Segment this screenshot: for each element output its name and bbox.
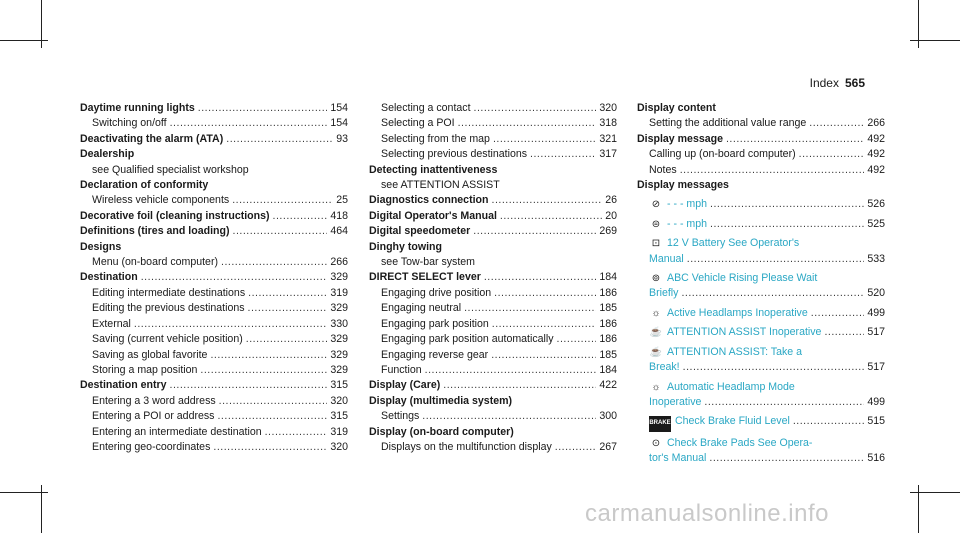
entry-text: Destination	[80, 271, 138, 284]
leader-dots	[500, 209, 602, 224]
message-line	[649, 436, 885, 451]
entry-page: 517	[867, 326, 885, 339]
leader-dots	[824, 325, 864, 340]
leader-dots	[799, 147, 865, 162]
leader-dots	[710, 217, 864, 232]
index-entry[interactable]	[80, 348, 348, 363]
entry-page: 184	[599, 271, 617, 284]
index-entry[interactable]	[369, 409, 617, 424]
leader-dots	[494, 286, 596, 301]
entry-text: Entering an intermediate destination	[92, 425, 262, 438]
leader-dots	[221, 255, 327, 270]
leader-dots	[809, 116, 864, 131]
entry-page: 515	[867, 415, 885, 428]
index-entry[interactable]	[369, 224, 617, 239]
index-heading: Dinghy towing	[369, 240, 442, 253]
message-text: ☕ ATTENTION ASSIST Inoperative	[649, 325, 821, 340]
header-label: Index	[809, 76, 839, 90]
index-entry[interactable]	[80, 193, 348, 208]
entry-text: Engaging park position	[381, 317, 489, 330]
index-entry[interactable]	[369, 116, 617, 131]
entry-text: Selecting previous destinations	[381, 148, 528, 161]
entry-page: 520	[867, 287, 885, 300]
entry-page: 320	[330, 440, 348, 453]
leader-dots	[217, 409, 327, 424]
entry-text: Displays on the multifunction display	[381, 440, 552, 453]
index-see-entry: see ATTENTION ASSIST	[381, 179, 500, 192]
message-line	[649, 236, 885, 251]
page-number: 565	[844, 76, 865, 90]
entry-page: 269	[599, 225, 617, 238]
index-entry[interactable]	[369, 301, 617, 316]
leader-dots	[710, 197, 864, 212]
index-entry[interactable]	[369, 101, 617, 116]
entry-page: 329	[330, 363, 348, 376]
leader-dots	[680, 163, 865, 178]
index-entry[interactable]	[369, 209, 617, 224]
entry-page: 422	[599, 379, 617, 392]
entry-page: 526	[867, 198, 885, 211]
entry-text: Settings	[381, 410, 420, 423]
entry-page: 315	[330, 410, 348, 423]
message-text: ⊚ ABC Vehicle Rising Please Wait	[649, 272, 817, 284]
leader-dots	[170, 116, 328, 131]
index-heading: Designs	[80, 240, 122, 253]
leader-dots	[493, 132, 596, 147]
leader-dots	[232, 193, 333, 208]
message-line	[649, 271, 885, 286]
message-line	[649, 395, 885, 410]
leader-dots	[491, 348, 596, 363]
message-text: Briefly	[649, 287, 679, 300]
index-entry[interactable]	[637, 163, 885, 178]
entry-page: 186	[599, 317, 617, 330]
entry-page: 267	[599, 440, 617, 453]
entry-text: Entering a POI or address	[92, 410, 215, 423]
entry-page: 300	[599, 410, 617, 423]
display-message-entry[interactable]	[637, 271, 885, 302]
index-entry[interactable]	[369, 332, 617, 347]
leader-dots	[704, 395, 864, 410]
entry-text: Setting the additional value range	[649, 117, 807, 130]
index-entry[interactable]	[80, 440, 348, 455]
message-line	[649, 286, 885, 301]
leader-dots	[226, 132, 333, 147]
attention-assist-icon: ☕	[649, 327, 663, 339]
message-line	[649, 252, 885, 267]
leader-dots	[210, 348, 327, 363]
leader-dots	[200, 363, 327, 378]
crop-mark	[910, 492, 960, 493]
index-column-3	[637, 101, 885, 467]
entry-page: 20	[605, 209, 617, 222]
leader-dots	[246, 332, 328, 347]
entry-text: Destination entry	[80, 379, 167, 392]
brake-icon: BRAKE	[649, 416, 671, 431]
entry-page: 492	[867, 148, 885, 161]
leader-dots	[474, 101, 597, 116]
index-entry[interactable]	[80, 101, 348, 116]
message-text: ☼ Active Headlamps Inoperative	[649, 306, 808, 321]
index-entry[interactable]	[637, 147, 885, 162]
leader-dots	[233, 224, 328, 239]
entry-page: 266	[330, 256, 348, 269]
leader-dots	[484, 270, 596, 285]
entry-page: 499	[867, 395, 885, 408]
index-entry[interactable]	[369, 286, 617, 301]
entry-text: Entering a 3 word address	[92, 394, 216, 407]
leader-dots	[709, 451, 864, 466]
index-entry[interactable]	[369, 193, 617, 208]
index-entry[interactable]	[80, 286, 348, 301]
index-heading: Display content	[637, 102, 716, 114]
entry-text: Selecting a POI	[381, 117, 455, 130]
index-see-entry: see Qualified specialist workshop	[92, 163, 249, 176]
leader-dots	[530, 147, 596, 162]
message-line	[649, 197, 885, 212]
index-heading: Display messages	[637, 179, 729, 192]
watermark: carmanualsonline.info	[585, 500, 829, 527]
entry-page: 499	[867, 306, 885, 319]
entry-text: Display (Care)	[369, 379, 441, 392]
entry-page: 319	[330, 286, 348, 299]
entry-text: Engaging drive position	[381, 286, 492, 299]
index-entry[interactable]	[80, 425, 348, 440]
message-text: Break!	[649, 361, 680, 374]
entry-page: 329	[330, 333, 348, 346]
message-line	[649, 217, 885, 232]
index-heading: Display (on-board computer)	[369, 425, 514, 438]
entry-page: 185	[599, 348, 617, 361]
message-text: ☼ Automatic Headlamp Mode	[649, 381, 795, 393]
entry-text: Display message	[637, 132, 723, 145]
entry-page: 320	[599, 102, 617, 114]
entry-text: Switching on/off	[92, 117, 167, 130]
index-entry[interactable]	[369, 132, 617, 147]
entry-page: 516	[867, 452, 885, 465]
entry-page: 318	[599, 117, 617, 130]
entry-text: Wireless vehicle components	[92, 194, 230, 207]
entry-text: Definitions (tires and loading)	[80, 225, 230, 238]
leader-dots	[458, 116, 597, 131]
entry-page: 266	[867, 117, 885, 130]
message-text: Manual	[649, 252, 684, 265]
index-heading: Dealership	[80, 148, 135, 161]
entry-page: 186	[599, 333, 617, 346]
index-column-1	[80, 101, 348, 455]
entry-text: Function	[381, 363, 422, 376]
entry-page: 492	[867, 163, 885, 176]
entry-page: 154	[330, 117, 348, 130]
entry-text: Menu (on-board computer)	[92, 256, 219, 269]
display-message-entry[interactable]	[637, 197, 885, 212]
index-heading: Display (multimedia system)	[369, 394, 513, 407]
entry-page: 26	[605, 194, 617, 207]
speed-limiter-icon: ⊘	[651, 199, 661, 211]
entry-text: Saving as global favorite	[92, 348, 208, 361]
display-messages-list	[637, 197, 885, 466]
attention-assist-icon: ☕	[649, 346, 663, 358]
entry-page: 525	[867, 217, 885, 230]
leader-dots	[492, 317, 597, 332]
index-entry[interactable]	[80, 301, 348, 316]
leader-dots	[683, 360, 865, 375]
index-entry[interactable]	[369, 147, 617, 162]
index-entry[interactable]	[80, 255, 348, 270]
index-entry[interactable]	[80, 378, 348, 393]
leader-dots	[134, 317, 327, 332]
leader-dots	[425, 363, 597, 378]
message-text: Inoperative	[649, 395, 702, 408]
leader-dots	[265, 425, 328, 440]
headlamp-icon: ☼	[651, 381, 661, 393]
entry-text: Digital speedometer	[369, 225, 471, 238]
entry-text: Entering geo-coordinates	[92, 440, 211, 453]
display-message-entry[interactable]	[637, 306, 885, 321]
index-entry[interactable]	[637, 132, 885, 147]
index-entry[interactable]	[369, 378, 617, 393]
entry-text: Engaging reverse gear	[381, 348, 489, 361]
entry-page: 464	[330, 225, 348, 238]
crop-mark	[0, 492, 48, 493]
entry-page: 321	[599, 132, 617, 145]
index-entry[interactable]	[369, 440, 617, 455]
entry-page: 93	[336, 132, 348, 145]
leader-dots	[687, 252, 865, 267]
message-line	[649, 345, 885, 360]
index-entry[interactable]	[80, 270, 348, 285]
entry-text: Calling up (on-board computer)	[649, 148, 796, 161]
display-message-entry[interactable]	[637, 345, 885, 376]
leader-dots	[198, 101, 328, 116]
display-message-entry[interactable]	[637, 325, 885, 340]
index-entry[interactable]	[80, 363, 348, 378]
display-message-entry[interactable]	[637, 236, 885, 267]
message-text: BRAKE Check Brake Fluid Level	[649, 414, 790, 431]
entry-page: 533	[867, 252, 885, 265]
index-entry[interactable]	[80, 394, 348, 409]
entry-page: 186	[599, 286, 617, 299]
distance-pilot-icon: ⊜	[651, 218, 661, 230]
entry-text: Storing a map position	[92, 363, 198, 376]
entry-text: Engaging neutral	[381, 302, 462, 315]
index-heading: Declaration of conformity	[80, 179, 209, 192]
entry-text: Deactivating the alarm (ATA)	[80, 132, 224, 145]
message-line	[649, 306, 885, 321]
index-entry[interactable]	[80, 132, 348, 147]
message-line	[649, 451, 885, 466]
entry-text: Engaging park position automatically	[381, 333, 554, 346]
index-entry[interactable]	[80, 116, 348, 131]
index-heading: Detecting inattentiveness	[369, 163, 498, 176]
message-text: ⊘ - - - mph	[649, 197, 707, 212]
entry-text: Saving (current vehicle position)	[92, 333, 243, 346]
message-line	[649, 380, 885, 395]
index-entry[interactable]	[369, 363, 617, 378]
entry-page: 315	[330, 379, 348, 392]
leader-dots	[219, 394, 328, 409]
index-column-2	[369, 101, 617, 455]
leader-dots	[443, 378, 596, 393]
leader-dots	[141, 270, 328, 285]
entry-page: 154	[330, 102, 348, 114]
leader-dots	[248, 301, 328, 316]
leader-dots	[464, 301, 596, 316]
entry-text: DIRECT SELECT lever	[369, 271, 481, 284]
index-entry[interactable]	[369, 348, 617, 363]
leader-dots	[473, 224, 596, 239]
battery-icon: ⊡	[651, 238, 661, 250]
entry-text: Notes	[649, 163, 677, 176]
index-entry[interactable]	[80, 224, 348, 239]
leader-dots	[213, 440, 327, 455]
leader-dots	[170, 378, 328, 393]
leader-dots	[557, 332, 597, 347]
message-text: ⊜ - - - mph	[649, 217, 707, 232]
display-message-entry[interactable]	[637, 436, 885, 467]
display-message-entry[interactable]	[637, 217, 885, 232]
entry-page: 320	[330, 394, 348, 407]
vehicle-rising-icon: ⊚	[651, 273, 661, 285]
message-text: ☕ ATTENTION ASSIST: Take a	[649, 346, 802, 358]
leader-dots	[726, 132, 864, 147]
entry-page: 418	[330, 209, 348, 222]
entry-page: 185	[599, 302, 617, 315]
entry-page: 25	[336, 194, 348, 207]
entry-text: Selecting a contact	[381, 102, 471, 114]
headlamp-icon: ☼	[651, 307, 661, 319]
entry-page: 317	[599, 148, 617, 161]
message-text: ⊡ 12 V Battery See Operator's	[649, 237, 799, 249]
entry-page: 184	[599, 363, 617, 376]
entry-page: 329	[330, 348, 348, 361]
leader-dots	[492, 193, 603, 208]
index-entry[interactable]	[80, 317, 348, 332]
index-entry[interactable]	[80, 209, 348, 224]
index-entry[interactable]	[369, 270, 617, 285]
leader-dots	[248, 286, 327, 301]
crop-mark	[0, 40, 48, 41]
entry-text: Daytime running lights	[80, 102, 195, 114]
entry-page: 319	[330, 425, 348, 438]
index-entry[interactable]	[80, 332, 348, 347]
message-text: ⊙ Check Brake Pads See Opera-	[649, 437, 812, 449]
index-see-entry: see Tow-bar system	[381, 256, 476, 269]
index-entry[interactable]	[80, 409, 348, 424]
index-entry[interactable]	[369, 317, 617, 332]
brake-pads-icon: ⊙	[651, 437, 661, 449]
entry-text: Selecting from the map	[381, 132, 490, 145]
entry-text: Editing intermediate destinations	[92, 286, 246, 299]
display-message-entry[interactable]	[637, 380, 885, 411]
message-line	[649, 325, 885, 340]
entry-page: 330	[330, 317, 348, 330]
entry-text: Editing the previous destinations	[92, 302, 245, 315]
entry-page: 329	[330, 271, 348, 284]
index-entry[interactable]	[637, 116, 885, 131]
message-text: tor's Manual	[649, 452, 707, 465]
leader-dots	[555, 440, 597, 455]
entry-page: 492	[867, 132, 885, 145]
message-line	[649, 414, 885, 431]
entry-page: 517	[867, 361, 885, 374]
leader-dots	[273, 209, 328, 224]
leader-dots	[811, 306, 865, 321]
entry-text: External	[92, 317, 131, 330]
leader-dots	[681, 286, 864, 301]
crop-mark	[910, 40, 960, 41]
message-line	[649, 360, 885, 375]
entry-page: 329	[330, 302, 348, 315]
entry-text: Diagnostics connection	[369, 194, 489, 207]
leader-dots	[793, 414, 864, 429]
entry-text: Digital Operator's Manual	[369, 209, 497, 222]
display-message-entry[interactable]	[637, 414, 885, 431]
page-header	[810, 76, 865, 90]
leader-dots	[422, 409, 596, 424]
entry-text: Decorative foil (cleaning instructions)	[80, 209, 270, 222]
